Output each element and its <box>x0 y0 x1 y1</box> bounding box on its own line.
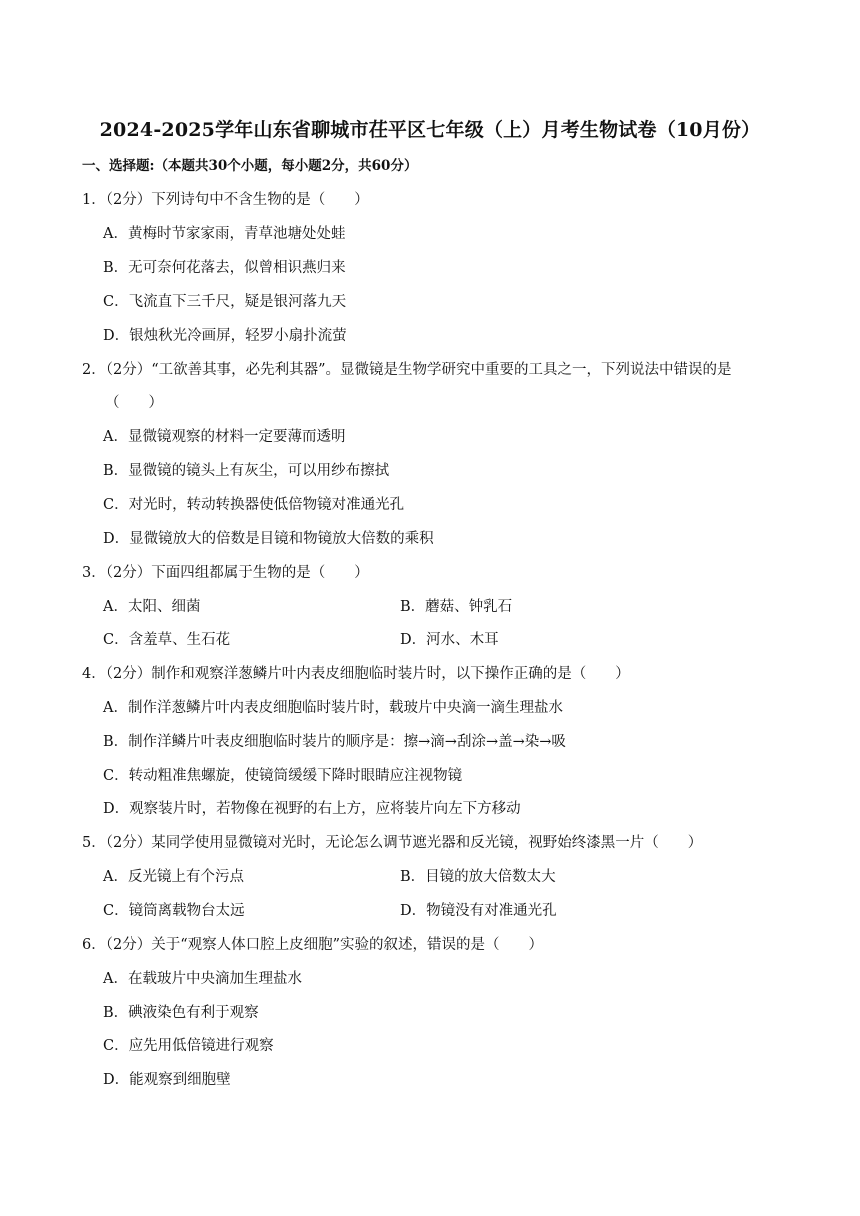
question-1-option-c: C．飞流直下三千尺，疑是银河落九天 <box>103 294 347 310</box>
question-1-stem: 1．（2分）下列诗句中不含生物的是（ ） <box>82 192 369 208</box>
question-5-stem: 5．（2分）某同学使用显微镜对光时，无论怎么调节遮光器和反光镜，视野始终漆黑一片（ ） <box>82 835 703 851</box>
question-4-option-b: B．制作洋鳞片叶表皮细胞临时装片的顺序是：擦→滴→刮涂→盖→染→吸 <box>103 734 566 750</box>
question-6-option-c: C．应先用低倍镜进行观察 <box>103 1038 274 1054</box>
question-2-option-d: D．显微镜放大的倍数是目镜和物镜放大倍数的乘积 <box>103 531 434 547</box>
exam-title: 2024-2025学年山东省聊城市茌平区七年级（上）月考生物试卷（10月份） <box>99 119 761 141</box>
question-6-option-d: D．能观察到细胞壁 <box>103 1072 231 1088</box>
question-3-option-d: D．河水、木耳 <box>400 632 499 648</box>
question-1-option-a: A．黄梅时节家家雨，青草池塘处处蛙 <box>103 226 346 242</box>
question-3-option-c: C．含羞草、生石花 <box>103 632 231 648</box>
question-5-option-d: D．物镜没有对准通光孔 <box>400 903 557 919</box>
question-2-option-a: A．显微镜观察的材料一定要薄而透明 <box>103 429 346 445</box>
question-4-option-c: C．转动粗准焦螺旋，使镜筒缓缓下降时眼睛应注视物镜 <box>103 768 463 784</box>
question-5-option-c: C．镜筒离载物台太远 <box>103 903 245 919</box>
question-5-option-b: B．目镜的放大倍数太大 <box>400 869 556 885</box>
question-3-stem: 3．（2分）下面四组都属于生物的是（ ） <box>82 565 369 581</box>
question-4-stem: 4．（2分）制作和观察洋葱鳞片叶内表皮细胞临时装片时，以下操作正确的是（ ） <box>82 666 630 682</box>
question-1-option-d: D．银烛秋光冷画屏，轻罗小扇扑流萤 <box>103 328 347 344</box>
question-5-option-a: A．反光镜上有个污点 <box>103 869 244 885</box>
question-3-option-a: A．太阳、细菌 <box>103 599 201 615</box>
question-2-stem: 2．（2分）“工欲善其事，必先利其器”。显微镜是生物学研究中重要的工具之一，下列说法中错误的是 <box>82 362 732 378</box>
question-2-option-c: C．对光时，转动转换器使低倍物镜对准通光孔 <box>103 497 405 513</box>
question-2-option-b: B．显微镜的镜头上有灰尘，可以用纱布擦拭 <box>103 463 390 479</box>
question-4-option-a: A．制作洋葱鳞片叶内表皮细胞临时装片时，载玻片中央滴一滴生理盐水 <box>103 700 563 716</box>
question-6-stem: 6．（2分）关于“观察人体口腔上皮细胞”实验的叙述，错误的是（ ） <box>82 937 544 953</box>
section-heading: 一、选择题:（本题共30个小题，每小题2分，共60分） <box>82 158 418 174</box>
question-1-option-b: B．无可奈何花落去，似曾相识燕归来 <box>103 260 346 276</box>
question-4-option-d: D．观察装片时，若物像在视野的右上方，应将装片向左下方移动 <box>103 801 521 817</box>
question-6-option-b: B．碘液染色有利于观察 <box>103 1005 259 1021</box>
question-3-option-b: B．蘑菇、钟乳石 <box>400 599 513 615</box>
question-2-stem-continued: （ ） <box>105 395 163 411</box>
question-6-option-a: A．在载玻片中央滴加生理盐水 <box>103 971 302 987</box>
